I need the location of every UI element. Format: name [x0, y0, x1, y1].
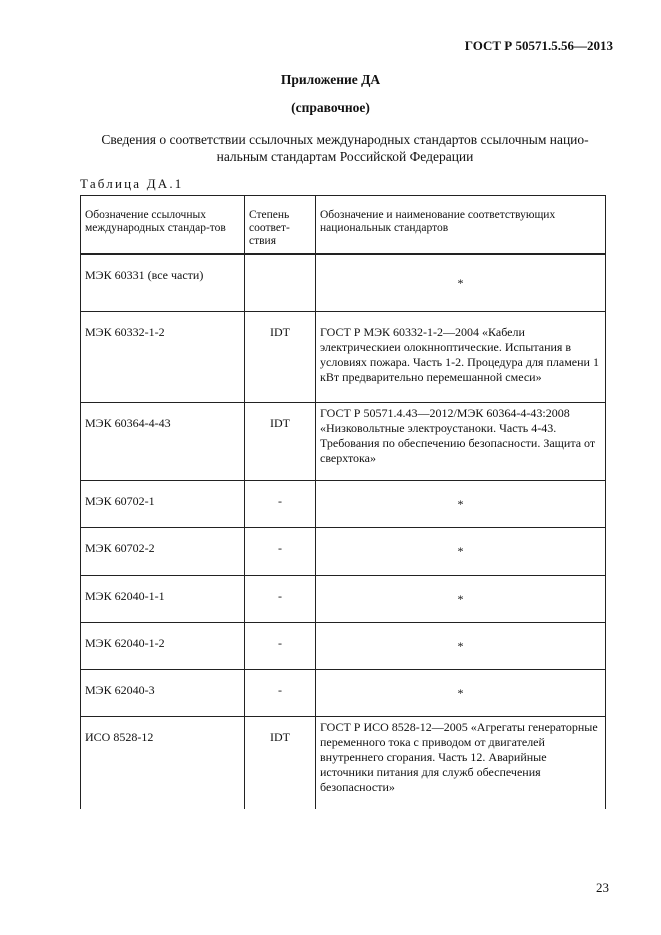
header-intl-standard: Обозначение ссылочных международных стандар-тов: [81, 196, 245, 255]
cell-national: ГОСТ Р 50571.4.43—2012/МЭК 60364-4-43:2008 «Низковольтные электроустанoки. Часть 4-43. Требования по обеспечению безопасности. Защита от сверхтока»: [316, 403, 606, 481]
header-national-standard: Обозначение и наименование соответствующих национальнык стандартов: [316, 196, 606, 255]
cell-national: *: [316, 670, 606, 717]
caption-line: Сведения о соответствии ссылочных международных стандартов ссылочным нацио-: [101, 132, 589, 147]
table-label: Таблица ДА.1: [80, 176, 184, 191]
cell-intl: МЭК 62040-1-2: [81, 623, 245, 670]
caption-line: нальным стандартам Российской Федерации: [216, 149, 474, 164]
table-row: [81, 528, 606, 576]
table-row: [81, 403, 606, 481]
cell-degree: -: [245, 670, 316, 717]
cell-degree: -: [245, 481, 316, 528]
table-row: [81, 481, 606, 528]
cell-degree: -: [245, 576, 316, 623]
annex-title: Приложение ДА: [280, 72, 381, 87]
cell-national: *: [316, 576, 606, 623]
cell-national: ГОСТ Р ИСО 8528-12—2005 «Агрегаты генераторные переменного тока с приводом от двигателей внутреннего сгорания. Часть 12. Аварийные источники питания для служб обеспечения безопасности»: [316, 717, 606, 809]
table-row: [81, 717, 606, 809]
cell-intl: МЭК 60702-1: [81, 481, 245, 528]
header-degree: Степень соответ-ствия: [245, 196, 316, 255]
cell-degree: IDT: [245, 403, 316, 481]
cell-intl: ИСО 8528-12: [81, 717, 245, 809]
cell-national: *: [316, 481, 606, 528]
cell-degree: IDT: [245, 312, 316, 403]
cell-intl: МЭК 60332-1-2: [81, 312, 245, 403]
cell-degree: [245, 254, 316, 312]
cell-intl: МЭК 62040-3: [81, 670, 245, 717]
table-row: [81, 576, 606, 623]
cell-intl: МЭК 60331 (все части): [81, 254, 245, 312]
standard-code: ГОСТ Р 50571.5.56—2013: [464, 38, 613, 53]
correspondence-table: [80, 195, 606, 809]
table-row: [81, 670, 606, 717]
annex-subtitle: (справочное): [291, 100, 370, 115]
cell-national: *: [316, 528, 606, 576]
table-row: [81, 312, 606, 403]
annex-caption: [80, 131, 610, 165]
table-row: [81, 254, 606, 312]
cell-intl: МЭК 60364-4-43: [81, 403, 245, 481]
cell-national: *: [316, 254, 606, 312]
cell-national: *: [316, 623, 606, 670]
cell-degree: -: [245, 623, 316, 670]
cell-national: ГОСТ Р МЭК 60332-1-2—2004 «Кабели электрическиеи олокнноптические. Испытания в условиях пожара. Часть 1-2. Процедура для пламени 1 кВт предварительно перемешанной смеси»: [316, 312, 606, 403]
cell-degree: IDT: [245, 717, 316, 809]
page-number: 23: [596, 880, 609, 895]
table-row: [81, 623, 606, 670]
cell-degree: -: [245, 528, 316, 576]
cell-intl: МЭК 60702-2: [81, 528, 245, 576]
table-header-row: [81, 196, 606, 255]
cell-intl: МЭК 62040-1-1: [81, 576, 245, 623]
